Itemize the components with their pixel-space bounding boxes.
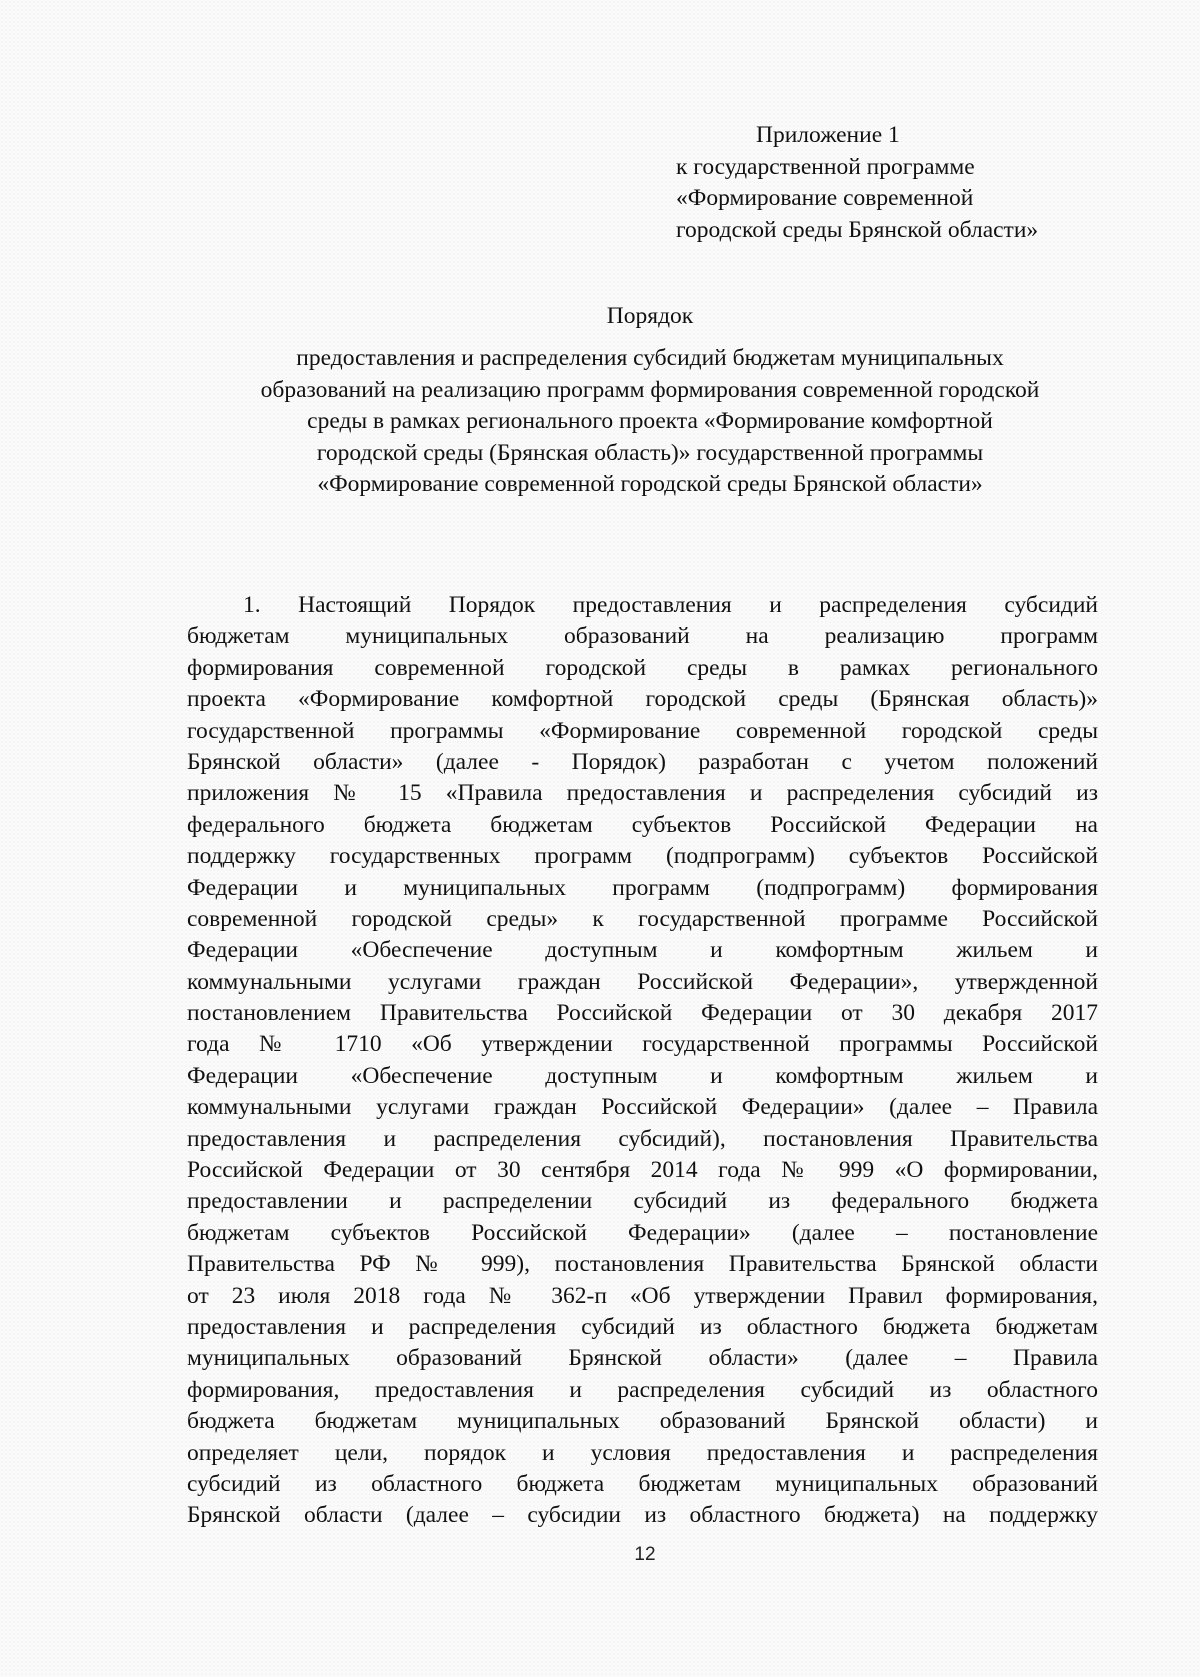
paragraph-line: Федерации «Обеспечение доступным и комфортным жильем и <box>187 1062 1098 1089</box>
paragraph-line: субсидий из областного бюджета бюджетам муниципальных образований <box>187 1470 1098 1497</box>
document-subtitle-line: образований на реализацию программ формирования современной городской <box>260 376 1040 403</box>
appendix-note <box>676 120 1146 246</box>
paragraph-line: предоставлении и распределении субсидий из федерального бюджета <box>187 1188 1098 1215</box>
paragraph-line: от 23 июля 2018 года № 362-п «Об утверждении Правил формирования, <box>187 1282 1098 1309</box>
paragraph-line: постановлением Правительства Российской Федерации от 30 декабря 2017 <box>187 1000 1098 1027</box>
paragraph-line: бюджета бюджетам муниципальных образований Брянской области) и <box>187 1408 1098 1435</box>
paragraph-line: бюджетам субъектов Российской Федерации» (далее – постановление <box>187 1219 1098 1246</box>
paragraph-line: года № 1710 «Об утверждении государственной программы Российской <box>187 1031 1098 1058</box>
paragraph-line: федерального бюджета бюджетам субъектов Российской Федерации на <box>187 811 1098 838</box>
paragraph-line: современной городской среды» к государственной программе Российской <box>187 905 1098 932</box>
page-number: 12 <box>634 1544 656 1565</box>
appendix-note-line: «Формирование современной <box>676 185 974 211</box>
paragraph-line: Федерации и муниципальных программ (подпрограмм) формирования <box>187 874 1098 901</box>
appendix-note-line: к государственной программе <box>676 153 975 180</box>
paragraph-line: государственной программы «Формирование современной городской среды <box>187 717 1098 744</box>
paragraph-line: Брянской области» (далее - Порядок) разработан с учетом положений <box>187 748 1098 775</box>
appendix-note-line: городской среды Брянской области» <box>676 216 1039 243</box>
paragraph-line: муниципальных образований Брянской области» (далее – Правила <box>187 1345 1098 1372</box>
document-subtitle-line: «Формирование современной городской среды Брянской области» <box>317 471 983 497</box>
paragraph-line: поддержку государственных программ (подпрограмм) субъектов Российской <box>187 843 1098 870</box>
paragraph-line: Брянской области (далее – субсидии из областного бюджета) на поддержку <box>187 1502 1098 1529</box>
paragraph-line: проекта «Формирование комфортной городской среды (Брянская область)» <box>187 686 1098 713</box>
document-subtitle-line: среды в рамках регионального проекта «Формирование комфортной <box>307 408 993 434</box>
document-title: Порядок <box>606 303 694 329</box>
paragraph-line: предоставления и распределения субсидий из областного бюджета бюджетам <box>187 1313 1098 1340</box>
document-subtitle-line: предоставления и распределения субсидий бюджетам муниципальных <box>296 345 1004 371</box>
paragraph-line: Правительства РФ № 999), постановления Правительства Брянской области <box>187 1251 1098 1278</box>
paragraph-line: определяет цели, порядок и условия предоставления и распределения <box>187 1439 1098 1466</box>
paragraph-line: предоставления и распределения субсидий), постановления Правительства <box>187 1125 1098 1152</box>
paragraph-line: Российской Федерации от 30 сентября 2014 года № 999 «О формировании, <box>187 1157 1098 1184</box>
paragraph-line: коммунальными услугами граждан Российской Федерации», утвержденной <box>187 968 1098 995</box>
paragraph-line: приложения № 15 «Правила предоставления и распределения субсидий из <box>187 780 1098 807</box>
paragraph-line: 1. Настоящий Порядок предоставления и распределения субсидий <box>243 592 1098 618</box>
appendix-note-line: Приложение 1 <box>756 122 900 148</box>
document-subtitle <box>150 343 1150 501</box>
paragraph-line: бюджетам муниципальных образований на реализацию программ <box>187 623 1098 650</box>
paragraph-line: Федерации «Обеспечение доступным и комфортным жильем и <box>187 937 1098 964</box>
document-subtitle-line: городской среды (Брянская область)» государственной программы <box>316 439 984 466</box>
body-paragraph <box>187 590 1098 1532</box>
paragraph-line: формирования современной городской среды в рамках регионального <box>187 654 1098 681</box>
paragraph-line: коммунальными услугами граждан Российской Федерации» (далее – Правила <box>187 1094 1098 1121</box>
paragraph-line: формирования, предоставления и распределения субсидий из областного <box>187 1376 1098 1403</box>
